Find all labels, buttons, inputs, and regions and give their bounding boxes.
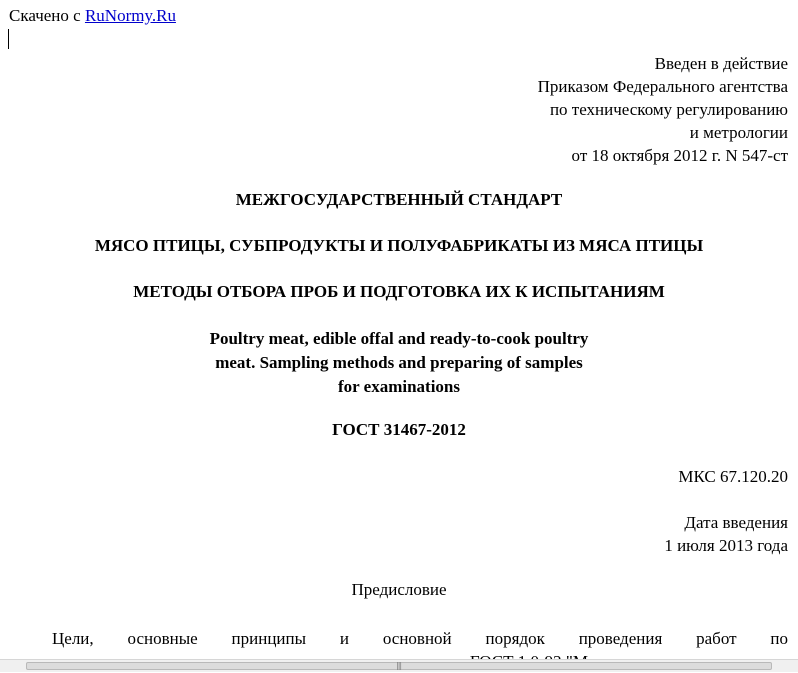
effective-date-label: Дата введения (684, 513, 788, 532)
source-link[interactable]: RuNormy.Ru (84, 6, 176, 25)
preface-heading: Предисловие (351, 580, 447, 599)
title-en-line: Poultry meat, edible offal and ready-to-cook poultry (209, 329, 589, 348)
interstate-standard-heading: МЕЖГОСУДАРСТВЕННЫЙ СТАНДАРТ (235, 190, 563, 209)
title-ru: МЯСО ПТИЦЫ, СУБПРОДУКТЫ И ПОЛУФАБРИКАТЫ ИЗ МЯСА ПТИЦЫ (94, 236, 704, 255)
title-en-line: meat. Sampling methods and preparing of samples (215, 353, 583, 372)
enactment-line: по техническому регулированию (549, 100, 788, 119)
title-en-line: for examinations (338, 377, 460, 396)
title-en (0, 327, 798, 399)
enactment-line: от 18 октября 2012 г. N 547-ст (571, 146, 788, 165)
scrollbar-grip-icon: ||| (396, 661, 402, 670)
enactment-line: Приказом Федерального агентства (537, 77, 788, 96)
gost-number: ГОСТ 31467-2012 (332, 420, 466, 439)
source-prefix: Скачено с (9, 6, 85, 25)
enactment-line: и метрологии (689, 123, 788, 142)
source-line (9, 6, 176, 26)
enactment-line: Введен в действие (654, 54, 788, 73)
mks-code: МКС 67.120.20 (678, 467, 788, 486)
preface-paragraph-line: Цели, основные принципы и основной порядок проведения работ по (52, 629, 788, 648)
horizontal-scrollbar[interactable] (0, 659, 798, 672)
text-caret (8, 29, 9, 49)
effective-date-value: 1 июля 2013 года (664, 536, 788, 555)
subtitle-ru: МЕТОДЫ ОТБОРА ПРОБ И ПОДГОТОВКА ИХ К ИСПЫТАНИЯМ (133, 282, 665, 301)
enactment-block (538, 52, 788, 167)
